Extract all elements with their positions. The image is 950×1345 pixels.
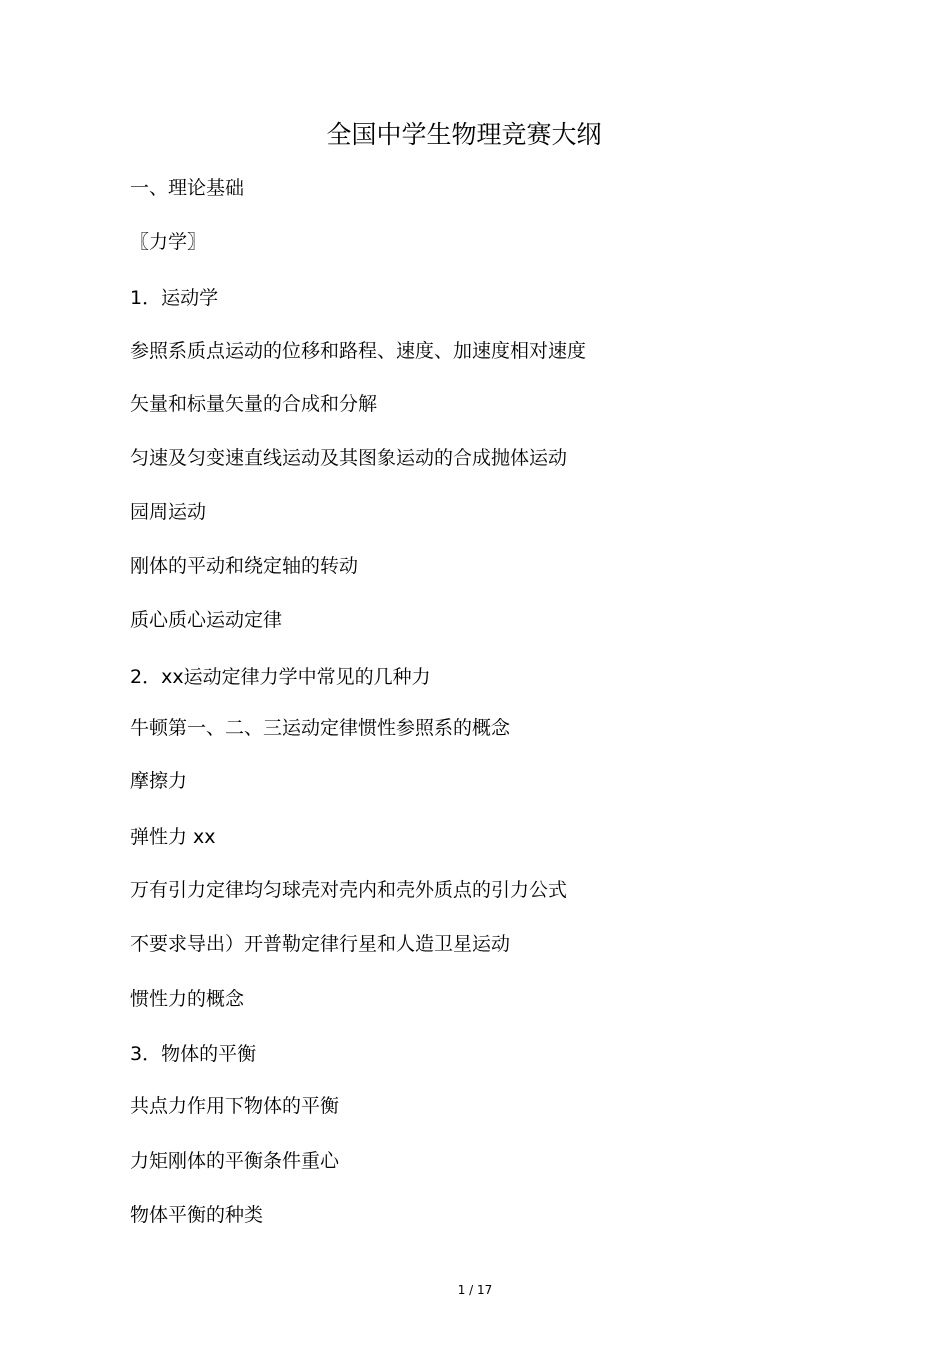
content-line: 牛顿第一、二、三运动定律惯性参照系的概念	[130, 717, 511, 739]
content-line: 矢量和标量矢量的合成和分解	[130, 393, 378, 415]
content-line: 万有引力定律均匀球壳对壳内和壳外质点的引力公式	[130, 879, 568, 901]
content-line: 园周运动	[130, 501, 207, 523]
content-line: 摩擦力	[130, 770, 188, 792]
content-line: 惯性力的概念	[130, 988, 245, 1010]
topic-heading-laws-of-motion: 2．xx运动定律力学中常见的几种力	[130, 666, 431, 688]
content-line: 质心质心运动定律	[130, 609, 283, 631]
content-line: 参照系质点运动的位移和路程、速度、加速度相对速度	[130, 340, 587, 362]
content-line: 物体平衡的种类	[130, 1204, 264, 1226]
content-line: 共点力作用下物体的平衡	[130, 1095, 340, 1117]
content-line: 力矩刚体的平衡条件重心	[130, 1150, 340, 1172]
page-number: 1 / 17	[457, 1283, 493, 1297]
content-line: 刚体的平动和绕定轴的转动	[130, 555, 359, 577]
subsection-mechanics: 〖力学〗	[130, 231, 207, 253]
topic-heading-kinematics: 1．运动学	[130, 287, 219, 309]
document-title: 全国中学生物理竞赛大纲	[326, 120, 602, 149]
topic-heading-equilibrium: 3．物体的平衡	[130, 1043, 257, 1065]
section-heading-theory: 一、理论基础	[130, 177, 245, 199]
content-line: 匀速及匀变速直线运动及其图象运动的合成抛体运动	[130, 447, 568, 469]
content-line: 不要求导出）开普勒定律行星和人造卫星运动	[130, 933, 511, 955]
content-line: 弹性力 xx	[130, 826, 216, 848]
